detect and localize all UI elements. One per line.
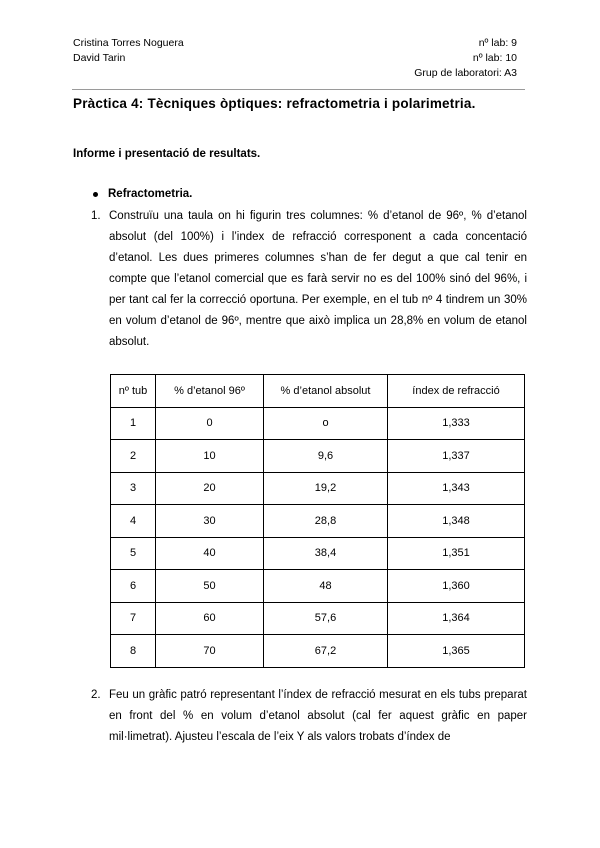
table-row [111,505,525,538]
table-row [111,472,525,505]
table-cell: 1 [111,407,156,440]
column-header: % d’etanol absolut [264,375,388,408]
table-row [111,635,525,668]
table-cell: 1,365 [388,635,525,668]
table-cell: 1,360 [388,570,525,603]
table-cell: 30 [156,505,264,538]
table-cell: 40 [156,537,264,570]
table-cell: 1,348 [388,505,525,538]
table-cell: 5 [111,537,156,570]
table-cell: 28,8 [264,505,388,538]
section-heading-label: Refractometria. [108,188,193,200]
lab-number-2: nº lab: 10 [472,52,517,64]
table-cell: 3 [111,472,156,505]
table-cell: 38,4 [264,537,388,570]
table-cell: 70 [156,635,264,668]
list-item-2 [91,685,527,748]
lab-number-1: nº lab: 9 [478,37,517,49]
column-header: % d’etanol 96º [156,375,264,408]
author-1: Cristina Torres Noguera [73,37,184,49]
table-cell: 19,2 [264,472,388,505]
bullet-icon [93,192,98,197]
table-row [111,602,525,635]
header-authors [73,36,184,66]
table-cell: 1,333 [388,407,525,440]
table-cell: 10 [156,440,264,473]
table-row [111,537,525,570]
table-cell: 60 [156,602,264,635]
table-cell: 20 [156,472,264,505]
list-item-1 [91,206,527,353]
author-2: David Tarin [73,52,126,64]
table-cell: 67,2 [264,635,388,668]
table-cell: 48 [264,570,388,603]
list-item-text: Construïu una taula on hi figurin tres columnes: % d’etanol de 96º, % d’etanol absolut (del 100%) i l’index de refracció corresponent a cada concentació d’etanol. Les dues primeres columnes s’han de fer degut a que cal tenir en compte que l’etanol comercial que es farà servir no es del 100% sinó del 96%, i per tant cal fer la correcció oportuna. Per exemple, en el tub nº 4 tindrem un 30% en volum d’etanol de 96º, mentre que això implica un 28,8% en volum de etanol absolut. [109,210,527,348]
report-subtitle: Informe i presentació de resultats. [73,148,261,160]
table-row [111,440,525,473]
table-cell: 6 [111,570,156,603]
table-cell: 1,351 [388,537,525,570]
table-cell: 57,6 [264,602,388,635]
table-header-row [111,375,525,408]
table-cell: 9,6 [264,440,388,473]
table-row [111,407,525,440]
table-cell: 4 [111,505,156,538]
list-item-number: 1. [91,210,101,222]
refraction-table [110,374,525,668]
page-title: Pràctica 4: Tècniques òptiques: refractometria i polarimetria. [73,96,476,111]
list-item-text: Feu un gràfic patró representant l’índex de refracció mesurat en els tubs preparat en front del % en volum d’etanol absolut (cal fer aquest gràfic en paper mil·limetrat). Ajusteu l’escala de l’eix Y als valors trobats d’índex de [109,689,527,743]
table-cell: 2 [111,440,156,473]
column-header: índex de refracció [388,375,525,408]
header-divider [72,89,525,90]
table-cell: 1,343 [388,472,525,505]
table-cell: 7 [111,602,156,635]
table-cell: 50 [156,570,264,603]
column-header: nº tub [111,375,156,408]
lab-group: Grup de laboratori: A3 [414,67,517,79]
list-item-number: 2. [91,689,101,701]
table-row [111,570,525,603]
table-cell: 0 [156,407,264,440]
table-cell: o [264,407,388,440]
table-cell: 1,364 [388,602,525,635]
table-cell: 8 [111,635,156,668]
header-lab-info [414,36,517,81]
table-cell: 1,337 [388,440,525,473]
section-heading [93,188,192,200]
